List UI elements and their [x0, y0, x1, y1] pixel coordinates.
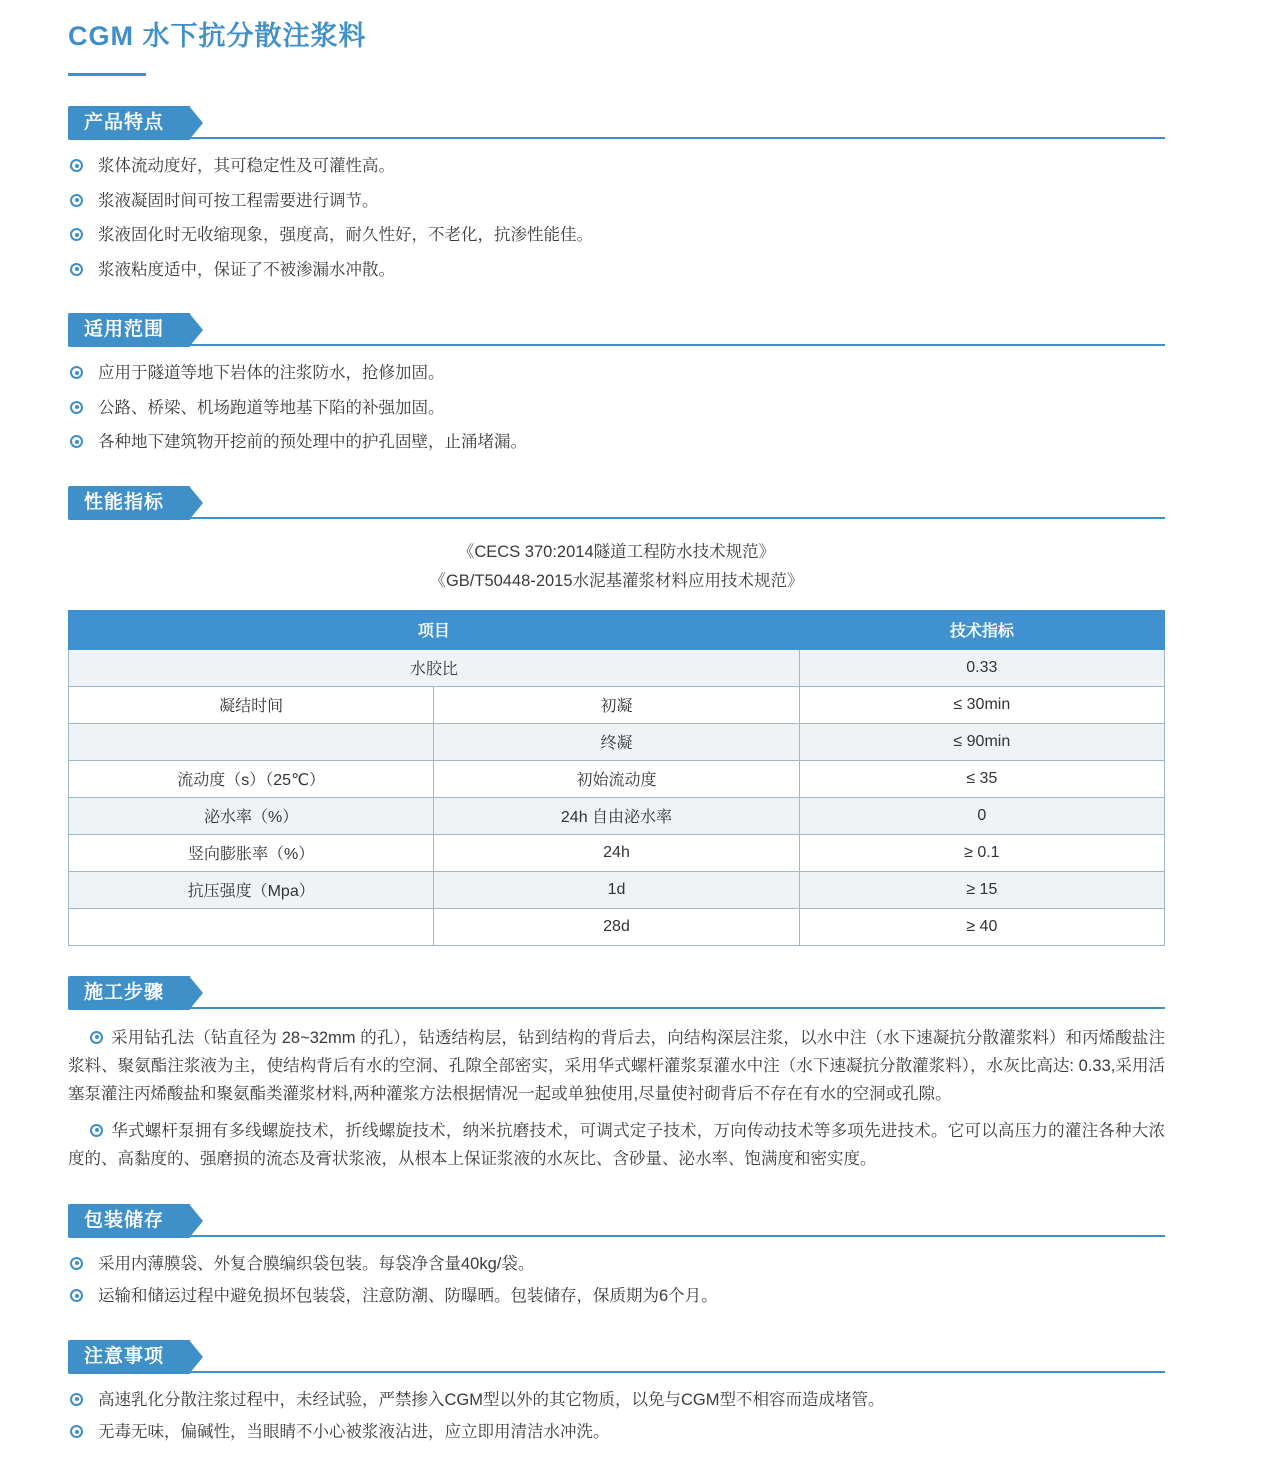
list-item	[68, 361, 1165, 387]
table-row	[69, 723, 1165, 760]
packaging-list	[68, 1252, 1165, 1310]
list-item-text: 浆液凝固时间可按工程需要进行调节。	[98, 191, 379, 210]
section-heading-label: 施工步骤	[68, 976, 190, 1010]
page-title: CGM 水下抗分散注浆料	[68, 21, 367, 51]
section-heading-label: 适用范围	[68, 313, 190, 347]
section-performance-index	[0, 486, 1280, 946]
list-item	[68, 430, 1165, 456]
table-cell: ≤ 90min	[799, 723, 1164, 760]
scope-list	[68, 361, 1165, 456]
bullet-circle-icon	[90, 1031, 103, 1044]
list-item-text: 应用于隧道等地下岩体的注浆防水，抢修加固。	[98, 364, 445, 383]
table-row	[69, 686, 1165, 723]
table-row	[69, 649, 1165, 686]
precaution-list	[68, 1388, 1165, 1446]
bullet-circle-icon	[70, 159, 83, 172]
section-construction-steps	[0, 976, 1280, 1174]
table-cell: 终凝	[434, 723, 799, 760]
bullet-circle-icon	[70, 401, 83, 414]
table-cell: 泌水率（%）	[69, 797, 434, 834]
table-cell: 抗压强度（Mpa）	[69, 871, 434, 908]
section-heading-label: 性能指标	[68, 486, 190, 520]
feature-list	[68, 154, 1165, 283]
table-cell: 凝结时间	[69, 686, 434, 723]
standards-references	[68, 538, 1165, 596]
paragraph	[68, 1024, 1165, 1109]
section-packaging-storage	[0, 1204, 1280, 1310]
construction-paragraphs	[68, 1024, 1165, 1174]
section-header	[68, 486, 1165, 520]
table-row	[69, 908, 1165, 945]
table-cell: 初始流动度	[434, 760, 799, 797]
list-item	[68, 1252, 1165, 1278]
section-divider	[68, 517, 1165, 519]
bullet-circle-icon	[70, 194, 83, 207]
section-divider	[68, 1235, 1165, 1237]
section-divider	[68, 1371, 1165, 1373]
table-cell	[69, 723, 434, 760]
paragraph-text: 采用钻孔法（钻直径为 28~32mm 的孔），钻透结构层，钻到结构的背后去，向结构深层注浆，以水中注（水下速凝抗分散灌浆料）和丙烯酸盐注浆料、聚氨酯注浆液为主，使结构背后有水的空洞、孔隙全部密实，采用华式螺杆灌浆泵灌水中注（水下速凝抗分散灌浆料），水灰比高达: 0.33,采用活塞泵灌注丙烯酸盐和聚氨酯类灌浆材料,两种灌浆方法根据情况一起或单独使用,尽量使衬砌背后不存在有水的空洞或孔隙。	[68, 1028, 1165, 1104]
list-item-text: 浆体流动度好，其可稳定性及可灌性高。	[98, 157, 395, 175]
bullet-circle-icon	[70, 1425, 83, 1438]
list-item-text: 浆液固化时无收缩现象，强度高，耐久性好，不老化，抗渗性能佳。	[98, 226, 593, 245]
section-precautions	[0, 1340, 1280, 1446]
section-divider	[68, 344, 1165, 346]
table-cell	[69, 908, 434, 945]
section-divider	[68, 137, 1165, 139]
table-header-row	[69, 610, 1165, 649]
section-header	[68, 1340, 1165, 1374]
list-item-text: 采用内薄膜袋、外复合膜编织袋包装。每袋净含量40kg/袋。	[98, 1254, 535, 1273]
table-cell: ≥ 40	[799, 908, 1164, 945]
table-row	[69, 797, 1165, 834]
bullet-circle-icon	[90, 1124, 103, 1137]
list-item	[68, 189, 1165, 215]
standard-reference: 《GB/T50448-2015水泥基灌浆材料应用技术规范》	[429, 571, 804, 590]
section-product-features	[0, 106, 1280, 283]
table-row	[69, 871, 1165, 908]
table-header-cell-item: 项目	[69, 610, 800, 649]
section-header	[68, 1204, 1165, 1238]
list-item-text: 高速乳化分散注浆过程中，未经试验，严禁掺入CGM型以外的其它物质，以免与CGM型不相容而造成堵管。	[98, 1390, 885, 1409]
list-item	[68, 396, 1165, 422]
list-item-text: 浆液粘度适中，保证了不被渗漏水冲散。	[98, 260, 395, 279]
table-cell: 0	[799, 797, 1164, 834]
section-header	[68, 976, 1165, 1010]
table-cell: ≥ 0.1	[799, 834, 1164, 871]
list-item-text: 公路、桥梁、机场跑道等地基下陷的补强加固。	[98, 398, 445, 417]
bullet-circle-icon	[70, 263, 83, 276]
performance-spec-table	[68, 610, 1165, 946]
table-cell: 24h 自由泌水率	[434, 797, 799, 834]
table-header-cell-index: 技术指标	[799, 610, 1164, 649]
paragraph-text: 华式螺杆泵拥有多线螺旋技术，折线螺旋技术，纳米抗磨技术，可调式定子技术，万向传动技术等多项先进技术。它可以高压力的灌注各种大浓度的、高黏度的、强磨损的流态及膏状浆液，从根本上保证浆液的水灰比、含砂量、泌水率、饱满度和密实度。	[68, 1121, 1165, 1169]
section-application-scope	[0, 313, 1280, 456]
table-cell: 初凝	[434, 686, 799, 723]
table-cell: 24h	[434, 834, 799, 871]
title-underline	[68, 73, 146, 76]
table-cell: ≤ 30min	[799, 686, 1164, 723]
section-header	[68, 313, 1165, 347]
section-header	[68, 106, 1165, 140]
list-item	[68, 1284, 1165, 1310]
list-item	[68, 223, 1165, 249]
list-item	[68, 1420, 1165, 1446]
list-item	[68, 154, 1165, 180]
bullet-circle-icon	[70, 1257, 83, 1270]
table-cell: ≥ 15	[799, 871, 1164, 908]
section-heading-label: 包装储存	[68, 1204, 190, 1238]
section-heading-label: 注意事项	[68, 1340, 190, 1374]
table-cell: 0.33	[799, 649, 1164, 686]
list-item	[68, 258, 1165, 284]
table-row	[69, 834, 1165, 871]
paragraph	[68, 1117, 1165, 1174]
table-cell: 1d	[434, 871, 799, 908]
section-heading-label: 产品特点	[68, 106, 190, 140]
bullet-circle-icon	[70, 435, 83, 448]
table-cell: 28d	[434, 908, 799, 945]
standard-reference: 《CECS 370:2014隧道工程防水技术规范》	[457, 542, 776, 561]
section-divider	[68, 1007, 1165, 1009]
table-cell: 竖向膨胀率（%）	[69, 834, 434, 871]
bullet-circle-icon	[70, 366, 83, 379]
list-item-text: 各种地下建筑物开挖前的预处理中的护孔固壁，止涌堵漏。	[98, 433, 527, 452]
bullet-circle-icon	[70, 228, 83, 241]
table-row	[69, 760, 1165, 797]
table-cell: ≤ 35	[799, 760, 1164, 797]
list-item-text: 无毒无味，偏碱性，当眼睛不小心被浆液沾进，应立即用清洁水冲洗。	[98, 1423, 610, 1442]
table-cell: 流动度（s）（25℃）	[69, 760, 434, 797]
table-cell: 水胶比	[69, 649, 800, 686]
list-item-text: 运输和储运过程中避免损坏包装袋，注意防潮、防曝晒。包装储存，保质期为6个月。	[98, 1287, 718, 1306]
list-item	[68, 1388, 1165, 1414]
bullet-circle-icon	[70, 1289, 83, 1302]
